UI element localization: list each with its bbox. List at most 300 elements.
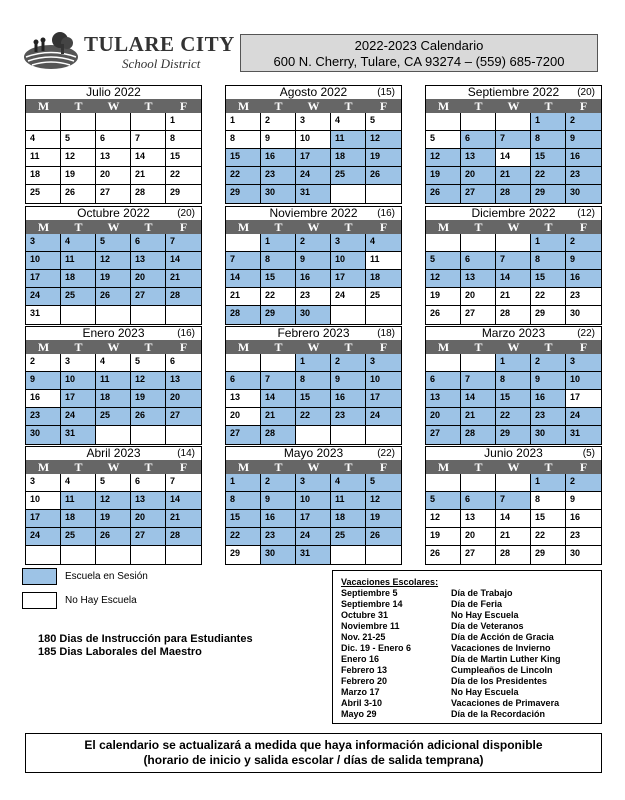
day-cell: 15 xyxy=(496,390,531,408)
weekday-label: M xyxy=(237,220,250,234)
month-title xyxy=(426,327,601,340)
holiday-row xyxy=(341,698,601,709)
week-row xyxy=(26,474,201,492)
day-cell: 9 xyxy=(531,372,566,390)
weekday-label: T xyxy=(344,460,353,474)
day-cell: 12 xyxy=(426,270,461,288)
month-title xyxy=(226,207,401,220)
day-cell: 29 xyxy=(531,185,566,203)
week-row xyxy=(226,252,401,270)
day-cell: 9 xyxy=(566,131,601,149)
holiday-row xyxy=(341,643,601,654)
footer-line2: (horario de inicio y salida escolar / días de salida temprana) xyxy=(143,753,484,767)
day-cell: 16 xyxy=(566,510,601,528)
day-cell: 23 xyxy=(296,288,331,306)
day-cell: 2 xyxy=(26,354,61,372)
day-cell: 8 xyxy=(226,131,261,149)
week-row xyxy=(226,270,401,288)
holiday-row xyxy=(341,654,601,665)
month-name: Diciembre 2022 xyxy=(471,206,556,220)
week-row xyxy=(226,113,401,131)
month-calendar xyxy=(225,446,402,565)
month-day-count: (15) xyxy=(377,87,395,98)
holiday-date: Dic. 19 - Enero 6 xyxy=(341,643,412,653)
day-cell: 6 xyxy=(461,252,496,270)
month-calendar xyxy=(425,85,602,204)
day-cell: 24 xyxy=(26,528,61,546)
day-cell: 1 xyxy=(496,354,531,372)
holiday-name: Día de Feria xyxy=(451,599,503,609)
day-cell: 20 xyxy=(461,288,496,306)
holiday-date: Nov. 21-25 xyxy=(341,632,386,642)
day-cell: 30 xyxy=(570,308,581,318)
day-cell: 13 xyxy=(461,510,496,528)
weekday-label: T xyxy=(474,340,483,354)
month-day-count: (16) xyxy=(177,328,195,339)
day-cell: 7 xyxy=(461,372,496,390)
week-row xyxy=(226,426,401,444)
day-cell: 4 xyxy=(331,474,366,492)
month-name: Marzo 2023 xyxy=(481,326,546,340)
day-cell: 6 xyxy=(131,474,166,492)
day-cell: 17 xyxy=(26,270,61,288)
week-row xyxy=(26,390,201,408)
day-cell: 1 xyxy=(531,234,566,252)
day-cell: 19 xyxy=(61,167,96,185)
day-cell: 25 xyxy=(61,288,96,306)
holiday-row xyxy=(341,687,601,698)
day-cell: 21 xyxy=(166,510,201,528)
day-cell: 30 xyxy=(261,546,296,564)
day-cell: 18 xyxy=(331,149,366,167)
day-cell: 30 xyxy=(570,548,581,558)
weekday-label: T xyxy=(144,460,153,474)
day-cell: 31 xyxy=(61,426,96,444)
weekday-label: M xyxy=(237,460,250,474)
weekday-label: W xyxy=(507,340,520,354)
day-cell: 27 xyxy=(131,288,166,306)
day-cell: 24 xyxy=(61,408,96,426)
day-cell xyxy=(96,113,131,131)
weekday-label: T xyxy=(544,460,553,474)
day-cell: 22 xyxy=(166,167,201,185)
day-cell: 19 xyxy=(131,390,166,408)
day-cell xyxy=(331,185,366,203)
day-cell: 22 xyxy=(226,528,261,546)
day-cell: 30 xyxy=(261,185,296,203)
weekday-label: T xyxy=(274,460,283,474)
day-cell: 21 xyxy=(131,167,166,185)
day-cell: 28 xyxy=(166,288,201,306)
weekday-header xyxy=(426,460,601,474)
weekday-label: W xyxy=(307,220,320,234)
holiday-row xyxy=(341,599,601,610)
month-title xyxy=(426,86,601,99)
day-cell: 14 xyxy=(166,492,201,510)
day-cell: 18 xyxy=(96,390,131,408)
day-cell: 4 xyxy=(366,234,401,252)
day-cell: 3 xyxy=(26,234,61,252)
weekday-label: M xyxy=(437,220,450,234)
day-cell: 1 xyxy=(296,354,331,372)
weekday-label: F xyxy=(579,220,588,234)
day-cell: 21 xyxy=(226,288,261,306)
month-name: Junio 2023 xyxy=(484,446,543,460)
day-cell xyxy=(131,546,166,564)
month-calendar xyxy=(25,326,202,445)
week-row xyxy=(426,372,601,390)
weekday-header xyxy=(26,460,201,474)
day-cell: 6 xyxy=(461,492,496,510)
weekday-label: F xyxy=(179,220,188,234)
weekday-label: T xyxy=(144,99,153,113)
day-cell: 20 xyxy=(131,510,166,528)
day-cell xyxy=(426,354,461,372)
month-calendar xyxy=(225,206,402,325)
day-cell: 11 xyxy=(366,252,401,270)
day-cell: 22 xyxy=(496,408,531,426)
weekday-label: M xyxy=(437,460,450,474)
week-row xyxy=(26,546,201,564)
month-name: Septiembre 2022 xyxy=(467,85,560,99)
day-cell: 23 xyxy=(261,528,296,546)
holiday-row xyxy=(341,610,601,621)
day-cell: 20 xyxy=(226,408,261,426)
footer-note xyxy=(25,733,602,773)
day-cell: 22 xyxy=(531,288,566,306)
day-cell: 29 xyxy=(531,546,566,564)
weekday-label: T xyxy=(474,220,483,234)
month-day-count: (5) xyxy=(582,448,595,459)
weekday-label: T xyxy=(474,99,483,113)
weekday-label: T xyxy=(74,340,83,354)
holiday-date: Febrero 20 xyxy=(341,676,388,686)
day-cell: 16 xyxy=(331,390,366,408)
month-name: Agosto 2022 xyxy=(279,85,348,99)
weekday-label: M xyxy=(237,340,250,354)
day-cell: 23 xyxy=(331,408,366,426)
day-cell: 18 xyxy=(331,510,366,528)
month-title xyxy=(26,327,201,340)
day-cell: 31 xyxy=(566,426,601,444)
day-cell: 21 xyxy=(496,167,531,185)
day-cell: 10 xyxy=(296,131,331,149)
day-cell: 21 xyxy=(496,288,531,306)
week-row xyxy=(226,510,401,528)
legend-no-school-label: No Hay Escuela xyxy=(65,595,137,606)
day-cell xyxy=(26,546,61,564)
day-cell: 10 xyxy=(366,372,401,390)
weekday-label: F xyxy=(379,460,388,474)
week-row xyxy=(26,408,201,426)
day-cell: 25 xyxy=(331,528,366,546)
district-subtitle: School District xyxy=(122,56,201,71)
week-row xyxy=(226,288,401,306)
day-cell: 3 xyxy=(566,354,601,372)
week-row xyxy=(26,288,201,306)
day-cell: 16 xyxy=(531,390,566,408)
day-cell xyxy=(331,546,366,564)
day-cell: 18 xyxy=(26,167,61,185)
week-row xyxy=(226,354,401,372)
day-cell: 3 xyxy=(366,354,401,372)
day-cell: 1 xyxy=(261,234,296,252)
day-cell: 5 xyxy=(61,131,96,149)
day-cell: 2 xyxy=(296,234,331,252)
weekday-label: M xyxy=(437,340,450,354)
holiday-date: Marzo 17 xyxy=(341,687,380,697)
day-cell: 26 xyxy=(131,408,166,426)
day-cell xyxy=(496,113,531,131)
holidays-title: Vacaciones Escolares: xyxy=(341,577,439,587)
day-cell: 19 xyxy=(426,528,461,546)
day-cell: 11 xyxy=(61,252,96,270)
day-cell: 16 xyxy=(566,149,601,167)
weekday-label: T xyxy=(274,220,283,234)
day-cell: 28 xyxy=(496,185,531,203)
holiday-row xyxy=(341,709,601,720)
day-cell: 17 xyxy=(366,390,401,408)
day-cell: 14 xyxy=(496,149,531,167)
weekday-label: T xyxy=(544,220,553,234)
day-cell xyxy=(366,426,401,444)
month-calendar xyxy=(425,326,602,445)
holiday-date: Octubre 31 xyxy=(341,610,389,620)
week-row xyxy=(226,546,401,564)
day-cell xyxy=(426,234,461,252)
day-cell: 23 xyxy=(566,288,601,306)
weekday-label: M xyxy=(237,99,250,113)
day-cell: 25 xyxy=(26,185,61,203)
day-cell: 9 xyxy=(26,372,61,390)
day-cell: 9 xyxy=(261,492,296,510)
day-cell: 8 xyxy=(261,252,296,270)
weekday-label: F xyxy=(179,460,188,474)
week-row xyxy=(26,234,201,252)
weekday-label: F xyxy=(579,340,588,354)
weekday-label: T xyxy=(74,99,83,113)
holiday-date: Enero 16 xyxy=(341,654,380,664)
day-cell xyxy=(131,113,166,131)
day-cell xyxy=(166,426,201,444)
day-cell: 5 xyxy=(366,474,401,492)
weekday-label: T xyxy=(74,220,83,234)
day-cell: 9 xyxy=(331,372,366,390)
week-row xyxy=(426,270,601,288)
day-cell: 16 xyxy=(26,390,61,408)
day-cell xyxy=(61,113,96,131)
week-row xyxy=(426,492,601,510)
day-cell xyxy=(461,234,496,252)
day-cell xyxy=(426,474,461,492)
day-cell: 5 xyxy=(131,354,166,372)
day-cell: 21 xyxy=(496,528,531,546)
weekday-label: T xyxy=(144,220,153,234)
weekday-label: W xyxy=(507,220,520,234)
month-calendar xyxy=(25,85,202,204)
holiday-name: No Hay Escuela xyxy=(451,610,519,620)
day-cell: 14 xyxy=(461,390,496,408)
weekday-label: T xyxy=(544,340,553,354)
day-cell xyxy=(96,426,131,444)
holiday-row xyxy=(341,621,601,632)
month-name: Mayo 2023 xyxy=(283,446,344,460)
weekday-header xyxy=(426,99,601,113)
day-cell: 17 xyxy=(331,270,366,288)
day-cell: 6 xyxy=(461,131,496,149)
day-cell: 12 xyxy=(131,372,166,390)
day-cell: 27 xyxy=(96,185,131,203)
month-calendar xyxy=(25,446,202,565)
day-cell: 17 xyxy=(296,510,331,528)
month-title xyxy=(426,207,601,220)
day-cell: 8 xyxy=(296,372,331,390)
header-address: 600 N. Cherry, Tulare, CA 93274 – (559) 685-7200 xyxy=(273,54,565,69)
day-cell: 13 xyxy=(96,149,131,167)
day-cell: 2 xyxy=(566,474,601,492)
day-cell: 28 xyxy=(261,426,296,444)
day-cell: 18 xyxy=(61,510,96,528)
weekday-label: T xyxy=(544,99,553,113)
day-cell: 13 xyxy=(426,390,461,408)
day-cell: 22 xyxy=(531,167,566,185)
weekday-label: F xyxy=(379,220,388,234)
week-row xyxy=(426,149,601,167)
weekday-label: M xyxy=(37,220,50,234)
week-row xyxy=(226,408,401,426)
day-cell xyxy=(496,474,531,492)
day-cell: 31 xyxy=(26,306,61,324)
day-cell: 21 xyxy=(261,408,296,426)
day-cell: 24 xyxy=(366,408,401,426)
day-cell: 13 xyxy=(131,252,166,270)
holiday-name: Vacaciones de Primavera xyxy=(451,698,560,708)
day-cell: 11 xyxy=(96,372,131,390)
day-cell: 14 xyxy=(496,270,531,288)
district-logo xyxy=(22,28,237,74)
day-cell: 22 xyxy=(226,167,261,185)
day-cell: 10 xyxy=(331,252,366,270)
day-cell: 3 xyxy=(331,234,366,252)
day-cell: 7 xyxy=(131,131,166,149)
day-cell: 15 xyxy=(531,270,566,288)
weekday-label: T xyxy=(344,340,353,354)
week-row xyxy=(226,306,401,324)
day-cell: 9 xyxy=(566,492,601,510)
day-cell xyxy=(131,306,166,324)
day-cell: 28 xyxy=(496,306,531,324)
day-cell: 23 xyxy=(26,408,61,426)
day-cell: 6 xyxy=(166,354,201,372)
day-cell: 7 xyxy=(166,234,201,252)
month-name: Abril 2023 xyxy=(86,446,141,460)
day-cell: 14 xyxy=(496,510,531,528)
week-row xyxy=(26,492,201,510)
day-cell: 11 xyxy=(331,131,366,149)
week-row xyxy=(26,270,201,288)
month-day-count: (20) xyxy=(177,208,195,219)
month-calendar xyxy=(225,326,402,445)
day-cell: 22 xyxy=(531,528,566,546)
weekday-header xyxy=(26,340,201,354)
legend-session-swatch xyxy=(22,568,57,585)
day-cell: 26 xyxy=(426,185,461,203)
day-cell: 1 xyxy=(531,474,566,492)
week-row xyxy=(26,528,201,546)
day-cell: 14 xyxy=(131,149,166,167)
day-cell: 6 xyxy=(131,234,166,252)
holiday-name: No Hay Escuela xyxy=(451,687,519,697)
day-cell: 27 xyxy=(226,426,261,444)
day-cell: 12 xyxy=(96,252,131,270)
logo-icon xyxy=(22,30,80,70)
day-cell: 6 xyxy=(96,131,131,149)
day-cell: 4 xyxy=(61,234,96,252)
holidays-list xyxy=(341,588,601,720)
day-cell: 28 xyxy=(131,185,166,203)
holiday-name: Día de Acción de Gracia xyxy=(451,632,554,642)
week-row xyxy=(26,306,201,324)
day-cell: 16 xyxy=(261,149,296,167)
day-cell: 10 xyxy=(296,492,331,510)
week-row xyxy=(426,408,601,426)
day-cell: 10 xyxy=(566,372,601,390)
month-calendar xyxy=(225,85,402,204)
day-cell xyxy=(331,426,366,444)
week-row xyxy=(426,288,601,306)
day-cell: 5 xyxy=(426,492,461,510)
week-row xyxy=(426,390,601,408)
day-cell: 1 xyxy=(166,113,201,131)
day-cell: 29 xyxy=(261,306,296,324)
day-cell: 30 xyxy=(566,185,601,203)
day-cell: 8 xyxy=(496,372,531,390)
weekday-header xyxy=(226,460,401,474)
day-cell: 17 xyxy=(296,149,331,167)
day-cell: 19 xyxy=(96,510,131,528)
week-row xyxy=(426,474,601,492)
weekday-label: W xyxy=(507,99,520,113)
week-row xyxy=(426,426,601,444)
month-title xyxy=(226,447,401,460)
day-cell: 9 xyxy=(566,252,601,270)
day-cell: 20 xyxy=(166,390,201,408)
month-day-count: (20) xyxy=(577,87,595,98)
day-cell: 15 xyxy=(226,149,261,167)
holidays-box xyxy=(332,570,602,724)
day-cell: 7 xyxy=(261,372,296,390)
weekday-label: T xyxy=(274,99,283,113)
week-row xyxy=(426,185,601,203)
day-cell: 23 xyxy=(531,408,566,426)
day-cell xyxy=(166,546,201,564)
day-cell: 24 xyxy=(296,528,331,546)
day-cell: 9 xyxy=(296,252,331,270)
week-row xyxy=(426,306,601,324)
day-cell: 14 xyxy=(226,270,261,288)
day-cell: 15 xyxy=(226,510,261,528)
holiday-row xyxy=(341,632,601,643)
week-row xyxy=(226,131,401,149)
day-cell: 23 xyxy=(566,528,601,546)
week-row xyxy=(226,372,401,390)
week-row xyxy=(426,510,601,528)
weekday-header xyxy=(426,220,601,234)
holiday-date: Noviembre 11 xyxy=(341,621,400,631)
holiday-row xyxy=(341,665,601,676)
day-cell: 31 xyxy=(296,185,331,203)
weekday-label: F xyxy=(379,340,388,354)
